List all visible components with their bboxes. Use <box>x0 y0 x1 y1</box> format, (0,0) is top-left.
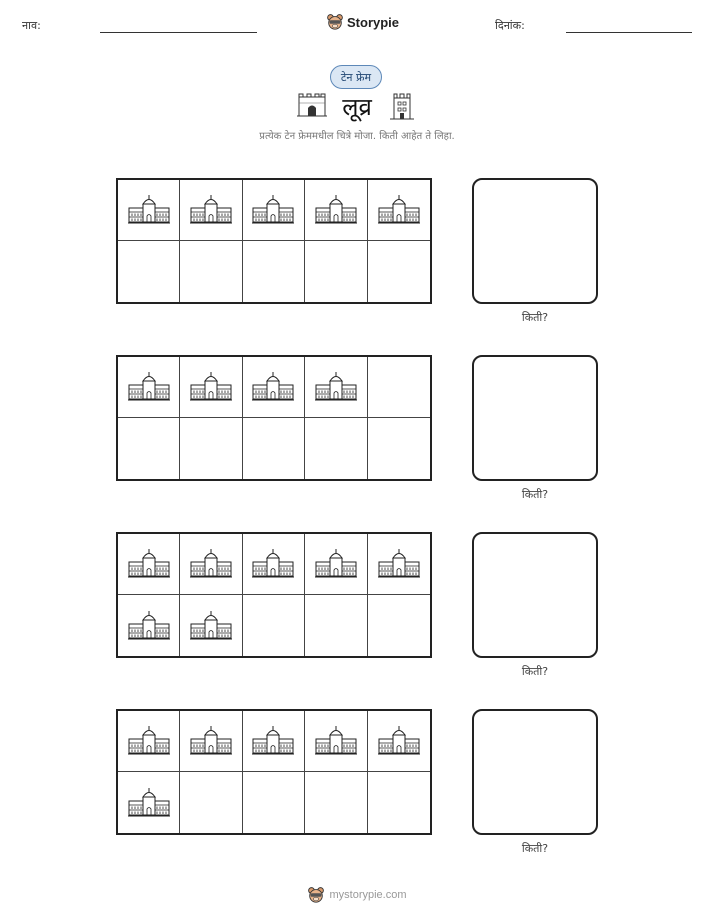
frame-cell <box>305 711 367 772</box>
frame-cell <box>305 357 367 418</box>
date-label: दिनांक: <box>495 19 525 32</box>
answer-box-1[interactable] <box>472 178 598 304</box>
answer-label-4: किती? <box>521 842 549 855</box>
louvre-building-icon <box>377 548 421 580</box>
louvre-building-icon <box>377 725 421 757</box>
ten-frame-4 <box>116 709 432 835</box>
frame-cell <box>180 357 242 418</box>
name-label: नाव: <box>22 19 41 32</box>
frame-cell <box>368 772 430 833</box>
louvre-building-icon <box>127 194 171 226</box>
ten-frame-2 <box>116 355 432 481</box>
frame-cell <box>118 418 180 479</box>
frame-cell <box>305 534 367 595</box>
castle-tower-icon <box>388 92 416 120</box>
answer-label-2: किती? <box>521 488 549 501</box>
frame-cell <box>243 418 305 479</box>
frame-cell <box>305 180 367 241</box>
louvre-building-icon <box>127 610 171 642</box>
frame-cell <box>243 180 305 241</box>
louvre-building-icon <box>127 548 171 580</box>
louvre-building-icon <box>314 371 358 403</box>
footer-url: mystorypie.com <box>329 889 407 901</box>
instructions: प्रत्येक टेन फ्रेममधील चित्रे मोजा. किती आहेत ते लिहा. <box>259 131 455 142</box>
louvre-building-icon <box>189 548 233 580</box>
frame-cell <box>118 357 180 418</box>
frame-cell <box>305 595 367 656</box>
frame-cell <box>180 418 242 479</box>
answer-box-2[interactable] <box>472 355 598 481</box>
frame-cell <box>368 418 430 479</box>
brand-logo <box>326 13 399 31</box>
louvre-building-icon <box>189 725 233 757</box>
frame-cell <box>243 357 305 418</box>
frame-cell <box>180 711 242 772</box>
frame-cell <box>368 357 430 418</box>
answer-label-1: किती? <box>521 311 549 324</box>
frame-cell <box>305 241 367 302</box>
louvre-building-icon <box>314 725 358 757</box>
frame-cell <box>118 711 180 772</box>
name-line[interactable] <box>100 32 257 33</box>
frame-cell <box>118 241 180 302</box>
date-line[interactable] <box>566 32 692 33</box>
ten-frame-3 <box>116 532 432 658</box>
answer-box-3[interactable] <box>472 532 598 658</box>
bear-icon <box>326 13 344 31</box>
brand-name: Storypie <box>347 14 400 30</box>
frame-cell <box>180 534 242 595</box>
louvre-building-icon <box>189 371 233 403</box>
frame-cell <box>243 534 305 595</box>
louvre-building-icon <box>127 787 171 819</box>
frame-cell <box>180 772 242 833</box>
ten-frame-1 <box>116 178 432 304</box>
frame-cell <box>118 180 180 241</box>
frame-cell <box>368 241 430 302</box>
frame-cell <box>368 534 430 595</box>
louvre-building-icon <box>127 725 171 757</box>
frame-cell <box>305 772 367 833</box>
page-title: लूव्र <box>342 93 372 121</box>
louvre-building-icon <box>314 548 358 580</box>
louvre-building-icon <box>189 194 233 226</box>
frame-cell <box>368 180 430 241</box>
frame-cell <box>118 534 180 595</box>
frame-cell <box>243 772 305 833</box>
louvre-building-icon <box>251 371 295 403</box>
topic-badge: टेन फ्रेम <box>330 65 382 89</box>
frame-cell <box>180 595 242 656</box>
frame-cell <box>368 711 430 772</box>
frame-cell <box>368 595 430 656</box>
frame-cell <box>118 772 180 833</box>
louvre-building-icon <box>251 725 295 757</box>
frame-cell <box>243 711 305 772</box>
bear-icon <box>307 886 325 904</box>
frame-cell <box>243 241 305 302</box>
frame-cell <box>118 595 180 656</box>
frame-cell <box>243 595 305 656</box>
frame-cell <box>180 180 242 241</box>
frame-cell <box>305 418 367 479</box>
louvre-building-icon <box>127 371 171 403</box>
louvre-building-icon <box>377 194 421 226</box>
frame-cell <box>180 241 242 302</box>
footer <box>0 886 714 904</box>
answer-label-3: किती? <box>521 665 549 678</box>
louvre-building-icon <box>251 548 295 580</box>
answer-box-4[interactable] <box>472 709 598 835</box>
louvre-building-icon <box>251 194 295 226</box>
louvre-building-icon <box>314 194 358 226</box>
louvre-building-icon <box>189 610 233 642</box>
